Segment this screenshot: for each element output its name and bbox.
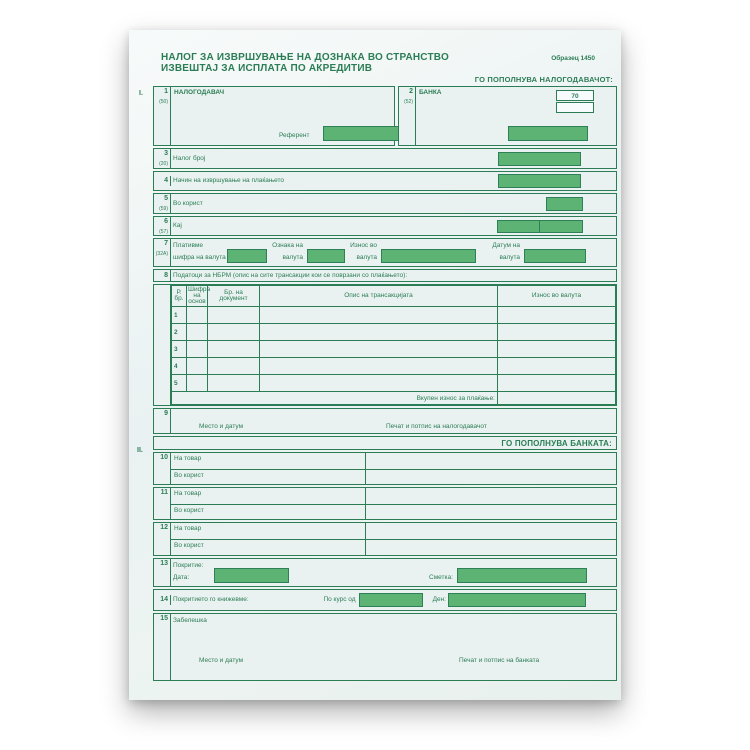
value-date-filled-box xyxy=(524,249,586,263)
table-header-row xyxy=(172,286,616,307)
denars-label: Ден: xyxy=(432,596,446,603)
transactions-table-block xyxy=(153,284,617,406)
bank-filled-box xyxy=(508,126,588,141)
field-1-2-pair xyxy=(153,86,617,146)
remark-label: Забелешка xyxy=(173,617,207,624)
field-number-col xyxy=(154,239,171,266)
beneficiary-label: Во корист xyxy=(173,199,203,207)
amount-cell xyxy=(498,307,616,324)
field-number: 15 xyxy=(160,615,168,622)
field-13-cover xyxy=(153,558,617,587)
total-amount-label: Вкупен износ за плаќање: xyxy=(172,392,498,405)
account-label: Сметка: xyxy=(429,574,453,581)
exchange-rate-filled-box xyxy=(359,593,423,607)
payer-stamp-signature-label: Печат и потпис на налогодавачот xyxy=(386,423,487,430)
denars-filled-box xyxy=(448,593,586,607)
order-number-label: Налог број xyxy=(173,154,206,162)
form-code: Образец 1450 xyxy=(551,55,595,62)
description-cell xyxy=(260,358,498,375)
description-cell xyxy=(260,324,498,341)
table-row xyxy=(172,375,616,392)
we-paid-label: Плативме xyxy=(173,242,204,249)
currency-code-label: шифра на валута xyxy=(173,254,226,261)
field-4-payment-method xyxy=(153,171,617,191)
amount-label-top: Износ во xyxy=(350,242,377,249)
debit-value-cell xyxy=(365,523,616,539)
section-2-numeral: II. xyxy=(137,447,143,454)
value-date-label-top: Датум на xyxy=(492,242,520,249)
debit-value-cell xyxy=(365,453,616,469)
swift-code: (32A) xyxy=(155,251,168,257)
field-number-col xyxy=(154,488,171,519)
col-header-basis-code: Шифра на основ xyxy=(188,286,211,305)
field-5-beneficiary xyxy=(153,193,617,214)
col-header-description: Опис на трансакцијата xyxy=(260,286,498,307)
total-amount-cell xyxy=(498,392,616,405)
description-cell xyxy=(260,341,498,358)
field-number: 8 xyxy=(164,272,168,279)
amount-cell xyxy=(498,324,616,341)
field-number-col xyxy=(154,87,171,145)
field-number: 7 xyxy=(164,240,168,247)
credit-value-cell xyxy=(365,469,616,485)
account-filled-box xyxy=(457,568,587,583)
amount-label-bottom: валута xyxy=(356,254,377,261)
field-number: 10 xyxy=(160,454,168,461)
row-number-cell: 1 xyxy=(172,307,187,324)
amount-cell xyxy=(498,358,616,375)
basis-code-cell xyxy=(187,307,208,324)
field-number-col xyxy=(154,176,171,186)
with-bank-filled-box-1 xyxy=(497,220,540,233)
field-11-debit-credit xyxy=(153,487,617,520)
payment-method-label: Начин на извршување на плаќањето xyxy=(173,177,285,184)
table-row xyxy=(172,324,616,341)
swift-code: (20) xyxy=(159,161,168,167)
order-number-filled-box xyxy=(498,152,581,166)
field-3-order-number xyxy=(153,148,617,169)
swift-code: (59) xyxy=(159,206,168,212)
basis-code-cell xyxy=(187,324,208,341)
debit-label: На товар xyxy=(174,525,202,532)
document-number-cell xyxy=(208,341,260,358)
booked-cover-label: Покритието го книжевме: xyxy=(173,596,249,603)
field-number: 12 xyxy=(160,524,168,531)
col-header-amount: Износ во валута xyxy=(498,286,616,307)
field-number: 13 xyxy=(160,560,168,567)
field-number-col xyxy=(154,453,171,484)
table-row xyxy=(172,358,616,375)
payer-label: НАЛОГОДАВАЧ xyxy=(174,89,225,96)
payment-method-filled-box xyxy=(498,174,581,188)
debit-label: На товар xyxy=(174,490,202,497)
debit-label: На товар xyxy=(174,455,202,462)
description-cell xyxy=(260,307,498,324)
field-10-debit-credit xyxy=(153,452,617,485)
credit-value-cell xyxy=(365,504,616,520)
code-70-box: 70 xyxy=(556,90,594,101)
filled-by-payer-header: ГО ПОПОЛНУВА НАЛОГОДАВАЧОТ: xyxy=(474,75,613,84)
swift-code: (52) xyxy=(404,99,413,105)
field-number: 5 xyxy=(164,195,168,202)
with-bank-filled-box-2 xyxy=(539,220,583,233)
field-number: 1 xyxy=(164,88,168,95)
form-title xyxy=(161,52,449,74)
field-14-booked-cover xyxy=(153,589,617,611)
date-filled-box xyxy=(214,568,289,583)
field-number-col-empty xyxy=(154,285,171,405)
row-number-cell: 5 xyxy=(172,375,187,392)
field-number-col xyxy=(154,559,171,586)
empty-code-box xyxy=(556,102,594,113)
scanned-form-sheet xyxy=(129,30,621,700)
bank-label: БАНКА xyxy=(419,89,442,96)
row-number-cell: 4 xyxy=(172,358,187,375)
place-and-date-label: Место и датум xyxy=(199,657,244,664)
form-title-line1: НАЛОГ ЗА ИЗВРШУВАЊЕ НА ДОЗНАКА ВО СТРАНСТВО xyxy=(161,52,449,63)
section-1-numeral: I. xyxy=(139,90,143,97)
referent-filled-box xyxy=(323,126,403,141)
field-number-col xyxy=(154,217,171,236)
field-6-with-bank xyxy=(153,216,617,236)
field-12-debit-credit xyxy=(153,522,617,556)
field-number: 14 xyxy=(160,596,168,603)
value-date-label-bottom: валута xyxy=(499,254,520,261)
table-row xyxy=(172,307,616,324)
field-number-col xyxy=(154,409,171,433)
col-header-row-number: Р. бр. xyxy=(172,286,187,307)
field-15-remark xyxy=(153,613,617,681)
credit-label: Во корист xyxy=(171,504,365,520)
debit-value-cell xyxy=(365,488,616,504)
filled-by-bank-header: ГО ПОПОЛНУВА БАНКАТА: xyxy=(153,436,617,450)
row-number-cell: 2 xyxy=(172,324,187,341)
currency-mark-label-top: Ознака на xyxy=(272,242,303,249)
with-bank-label: Кај xyxy=(173,222,182,229)
basis-code-cell xyxy=(187,358,208,375)
referent-label: Референт xyxy=(279,132,310,139)
field-number-col xyxy=(154,194,171,213)
amount-cell xyxy=(498,341,616,358)
cover-label: Покритие: xyxy=(173,562,204,569)
date-label: Дата: xyxy=(173,574,190,581)
form-body xyxy=(153,86,617,683)
field-1-payer xyxy=(153,86,395,146)
currency-mark-label-bottom: валута xyxy=(282,254,303,261)
table-total-row xyxy=(172,392,616,405)
credit-label: Во корист xyxy=(171,469,365,485)
col-header-document-number: Бр. на документ xyxy=(208,286,260,307)
swift-code: (57) xyxy=(159,228,168,235)
exchange-rate-label: По курс од xyxy=(323,596,356,603)
field-number: 4 xyxy=(164,177,168,184)
field-number-col xyxy=(154,595,171,605)
description-cell xyxy=(260,375,498,392)
field-number-col xyxy=(154,523,171,555)
field-2-bank xyxy=(398,86,617,146)
field-number-col xyxy=(399,87,416,145)
transactions-table xyxy=(171,285,616,405)
field-7-payment-details xyxy=(153,238,617,267)
field-number: 9 xyxy=(164,410,168,417)
basis-code-cell xyxy=(187,375,208,392)
nbrm-data-label: Податоци за НБРМ (опис на сите трансакции кои се поврзани со плаќањето): xyxy=(173,271,408,279)
document-number-cell xyxy=(208,324,260,341)
bank-stamp-signature-label: Печат и потпис на банката xyxy=(459,657,540,664)
amount-filled-box xyxy=(381,249,476,263)
field-number: 6 xyxy=(164,217,168,225)
field-number-col xyxy=(154,149,171,168)
credit-label: Во корист xyxy=(171,539,365,555)
field-number: 3 xyxy=(164,150,168,157)
beneficiary-filled-box xyxy=(546,197,583,211)
table-row xyxy=(172,341,616,358)
field-8-nbrm-header xyxy=(153,269,617,282)
document-number-cell xyxy=(208,307,260,324)
field-number-col xyxy=(154,270,171,281)
credit-value-cell xyxy=(365,539,616,555)
form-title-line2: ИЗВЕШТАЈ ЗА ИСПЛАТА ПО АКРЕДИТИВ xyxy=(161,63,373,74)
field-number: 11 xyxy=(160,489,168,496)
amount-cell xyxy=(498,375,616,392)
basis-code-cell xyxy=(187,341,208,358)
document-number-cell xyxy=(208,358,260,375)
field-9-signature xyxy=(153,408,617,434)
place-and-date-label: Место и датум xyxy=(199,423,244,430)
field-number: 2 xyxy=(409,88,413,95)
swift-code: (50) xyxy=(159,99,168,105)
field-number-col xyxy=(154,614,171,680)
document-number-cell xyxy=(208,375,260,392)
row-number-cell: 3 xyxy=(172,341,187,358)
